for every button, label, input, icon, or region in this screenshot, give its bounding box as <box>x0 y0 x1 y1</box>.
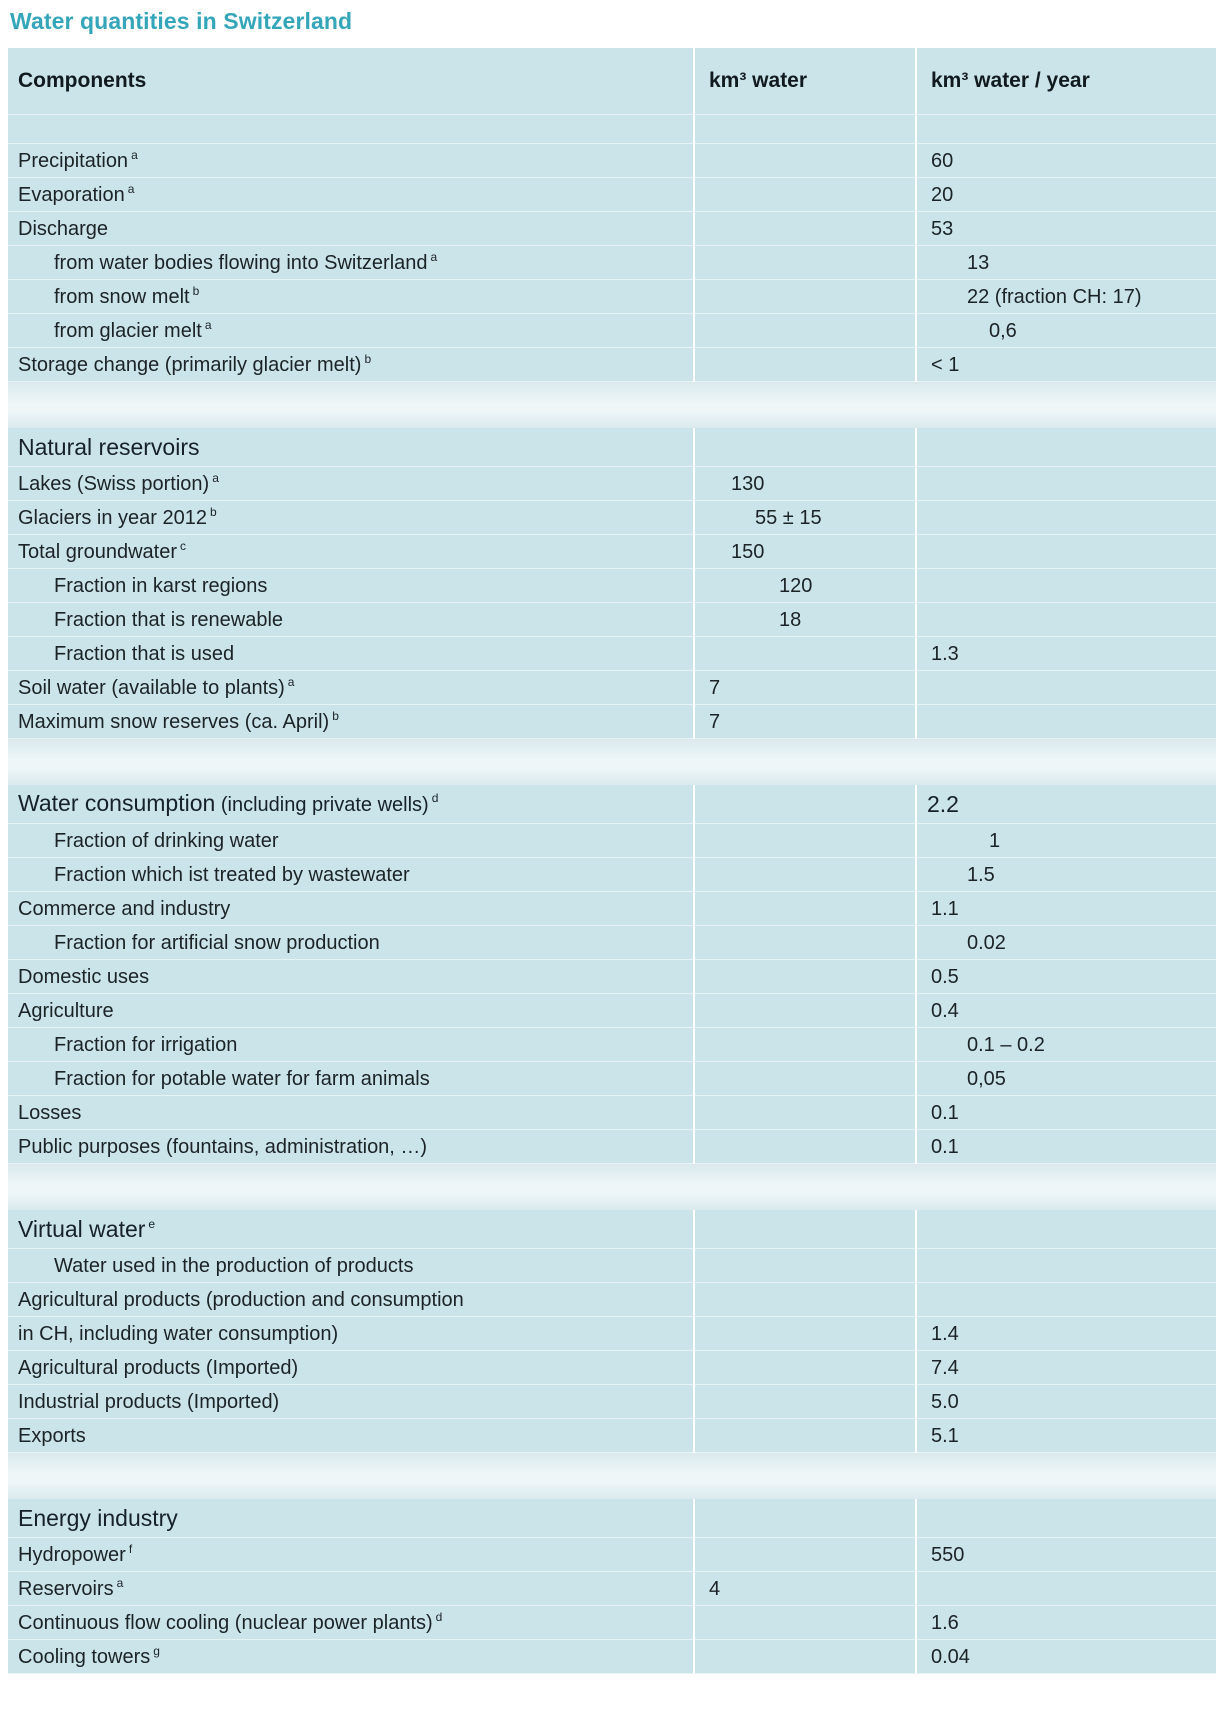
section-heading-label-text: Natural reservoirs <box>18 434 200 460</box>
section-heading-col2 <box>694 1499 916 1538</box>
section-heading-col3 <box>916 428 1216 467</box>
row-value-km3-water <box>694 1640 916 1674</box>
row-value-km3-water <box>694 603 916 637</box>
row-label-text: Maximum snow reserves (ca. April) $^b$ <box>18 708 339 733</box>
table-row <box>8 1249 1216 1283</box>
table-row <box>8 1419 1216 1453</box>
row-label <box>8 280 694 314</box>
section-heading-col3 <box>916 785 1216 824</box>
row-label <box>8 1351 694 1385</box>
row-label-text: Discharge <box>18 217 109 240</box>
row-label <box>8 858 694 892</box>
row-value-km3-water-year <box>916 1419 1216 1453</box>
footnote-marker: c <box>179 538 186 553</box>
row-value-km3-water-year-text: 1.5 <box>967 863 995 886</box>
row-label <box>8 671 694 705</box>
page-title: Water quantities in Switzerland <box>10 8 353 34</box>
row-value-km3-water-year <box>916 1062 1216 1096</box>
row-label <box>8 960 694 994</box>
row-value-km3-water <box>694 569 916 603</box>
row-label-text: Fraction for potable water for farm animals <box>54 1067 430 1090</box>
table-row <box>8 1283 1216 1317</box>
row-value-km3-water-text: 7 <box>709 710 721 733</box>
row-label <box>8 467 694 501</box>
footnote-marker: b <box>209 504 217 519</box>
row-label-text: Fraction of drinking water <box>54 829 279 852</box>
row-label-text: Agriculture <box>18 999 114 1022</box>
section-heading-label-text: Energy industry <box>18 1505 178 1531</box>
header-spacer-cell <box>694 115 916 144</box>
row-value-km3-water <box>694 1028 916 1062</box>
row-value-km3-water <box>694 144 916 178</box>
section-gap-band <box>8 739 1216 786</box>
row-label-text: Lakes (Swiss portion) $^a$ <box>18 470 219 495</box>
row-value-km3-water <box>694 1606 916 1640</box>
section-gap-band <box>8 1164 1216 1211</box>
table-row <box>8 1606 1216 1640</box>
row-value-km3-water <box>694 1351 916 1385</box>
footnote-marker: a <box>430 249 438 264</box>
row-label-text: Glaciers in year 2012 $^b$ <box>18 504 217 529</box>
footnote-marker: a <box>131 147 138 162</box>
table-row <box>8 1028 1216 1062</box>
section-gap-band <box>8 382 1216 429</box>
table-row <box>8 1640 1216 1674</box>
row-value-km3-water-year-text: 5.0 <box>931 1390 959 1413</box>
row-label <box>8 569 694 603</box>
footnote-marker: g <box>153 1643 160 1658</box>
row-value-km3-water-year <box>916 535 1216 569</box>
row-label <box>8 535 694 569</box>
row-value-km3-water-year-text: 20 <box>931 183 954 206</box>
section-heading-label <box>8 1499 694 1538</box>
row-value-km3-water-year <box>916 1385 1216 1419</box>
header-spacer-cell <box>8 115 694 144</box>
row-value-km3-water-year-text: 22 (fraction CH: 17) <box>967 285 1142 308</box>
row-value-km3-water-year <box>916 824 1216 858</box>
row-value-km3-water <box>694 824 916 858</box>
row-value-km3-water-year <box>916 1538 1216 1572</box>
row-value-km3-water-year <box>916 348 1216 382</box>
table-row <box>8 603 1216 637</box>
row-value-km3-water-year <box>916 603 1216 637</box>
row-value-km3-water-text: 7 <box>709 676 721 699</box>
row-label <box>8 212 694 246</box>
section-heading-row <box>8 428 1216 467</box>
row-value-km3-water <box>694 280 916 314</box>
row-value-km3-water <box>694 348 916 382</box>
row-label-text: Exports <box>18 1424 86 1447</box>
row-label-text: Soil water (available to plants) $^a$ <box>18 674 295 699</box>
row-label-text: Storage change (primarily glacier melt) $^b$ <box>18 351 372 376</box>
row-label <box>8 603 694 637</box>
row-value-km3-water-year <box>916 637 1216 671</box>
row-value-km3-water-year <box>916 1096 1216 1130</box>
row-value-km3-water <box>694 960 916 994</box>
row-value-km3-water-year <box>916 569 1216 603</box>
row-value-km3-water <box>694 1572 916 1606</box>
row-value-km3-water <box>694 994 916 1028</box>
section-heading-label <box>8 428 694 467</box>
row-label <box>8 1249 694 1283</box>
row-label <box>8 994 694 1028</box>
row-value-km3-water-year <box>916 1317 1216 1351</box>
row-label-text: Domestic uses <box>18 965 150 988</box>
table-header-row <box>8 48 1216 115</box>
row-label <box>8 1096 694 1130</box>
row-value-km3-water-year-text: 7.4 <box>931 1356 959 1379</box>
row-value-km3-water <box>694 535 916 569</box>
row-value-km3-water-year <box>916 1572 1216 1606</box>
table-row <box>8 637 1216 671</box>
table-row <box>8 926 1216 960</box>
row-label-text: from glacier melt $^a$ <box>54 317 212 342</box>
row-value-km3-water <box>694 858 916 892</box>
row-value-km3-water-text: 4 <box>709 1577 721 1600</box>
section-heading-label-text: Water consumption (including private wells) $^d$ <box>18 790 439 816</box>
section-heading-col2 <box>694 1210 916 1249</box>
table-row <box>8 314 1216 348</box>
section-heading-label <box>8 785 694 824</box>
row-value-km3-water-year <box>916 501 1216 535</box>
row-label <box>8 637 694 671</box>
table-row <box>8 246 1216 280</box>
table-row <box>8 960 1216 994</box>
row-label-text: Total groundwater $^c$ <box>18 538 186 563</box>
row-value-km3-water-year <box>916 671 1216 705</box>
row-value-km3-water-year <box>916 892 1216 926</box>
row-label-text: Public purposes (fountains, administration, …) <box>18 1135 428 1158</box>
footnote-marker: a <box>127 181 135 196</box>
row-label <box>8 1028 694 1062</box>
section-gap-row <box>8 739 1216 786</box>
row-label-text: Cooling towers $^g$ <box>18 1643 160 1668</box>
row-value-km3-water-year-text: 60 <box>931 149 954 172</box>
row-label <box>8 144 694 178</box>
section-heading-col2 <box>694 785 916 824</box>
row-label <box>8 1572 694 1606</box>
row-label <box>8 314 694 348</box>
table-row <box>8 280 1216 314</box>
row-value-km3-water-year <box>916 1606 1216 1640</box>
row-value-km3-water-year <box>916 1249 1216 1283</box>
section-heading-row <box>8 785 1216 824</box>
section-gap-row <box>8 382 1216 429</box>
column-header-km3-water-year: km³ water / year <box>916 48 1216 115</box>
row-label-text: from snow melt $^b$ <box>54 283 200 308</box>
row-value-km3-water-year-text: 53 <box>931 217 954 240</box>
section-heading-col3 <box>916 1210 1216 1249</box>
row-label-text: Fraction which ist treated by wastewater <box>54 863 410 886</box>
row-value-km3-water <box>694 671 916 705</box>
row-value-km3-water-year-text: 1.3 <box>931 642 959 665</box>
row-value-km3-water-year <box>916 1351 1216 1385</box>
row-value-km3-water-year <box>916 994 1216 1028</box>
row-value-km3-water-year-text: 13 <box>967 251 990 274</box>
row-label <box>8 1419 694 1453</box>
row-value-km3-water <box>694 467 916 501</box>
row-value-km3-water-text: 18 <box>779 608 802 631</box>
row-value-km3-water <box>694 705 916 739</box>
footnote-marker: f <box>128 1541 133 1556</box>
row-value-km3-water <box>694 1385 916 1419</box>
table-row <box>8 1096 1216 1130</box>
column-header-components: Components <box>8 48 694 115</box>
table-row <box>8 1130 1216 1164</box>
row-label-text: Industrial products (Imported) <box>18 1390 280 1413</box>
row-value-km3-water <box>694 501 916 535</box>
row-label <box>8 1385 694 1419</box>
row-value-km3-water <box>694 1419 916 1453</box>
row-value-km3-water-text: 130 <box>731 472 765 495</box>
table-row <box>8 994 1216 1028</box>
table-row <box>8 1062 1216 1096</box>
footnote-marker: a <box>212 470 219 485</box>
row-value-km3-water-year-text: 1 <box>989 829 1001 852</box>
row-value-km3-water-year-text: 1.4 <box>931 1322 959 1345</box>
row-label <box>8 1606 694 1640</box>
row-label-text: Losses <box>18 1101 82 1124</box>
row-value-km3-water-year <box>916 467 1216 501</box>
footnote-marker: b <box>332 708 339 723</box>
row-value-km3-water-year <box>916 705 1216 739</box>
table-row <box>8 1538 1216 1572</box>
footnote-marker: b <box>364 351 372 366</box>
table-row <box>8 348 1216 382</box>
row-label <box>8 1640 694 1674</box>
row-label <box>8 1317 694 1351</box>
row-value-km3-water-year-text: 0.1 <box>931 1101 959 1124</box>
row-value-km3-water <box>694 1317 916 1351</box>
section-heading-col3-text: 2.2 <box>927 791 959 817</box>
row-label <box>8 501 694 535</box>
row-value-km3-water-year <box>916 926 1216 960</box>
row-label-text: Fraction for irrigation <box>54 1033 238 1056</box>
header-spacer-cell <box>916 115 1216 144</box>
row-value-km3-water-text: 150 <box>731 540 765 563</box>
table-row <box>8 144 1216 178</box>
row-value-km3-water-year-text: 1.6 <box>931 1611 959 1634</box>
row-value-km3-water-text: 55 ± 15 <box>755 506 822 529</box>
section-heading-row <box>8 1499 1216 1538</box>
table-row <box>8 1317 1216 1351</box>
row-label-text: Fraction that is renewable <box>54 608 284 631</box>
row-label-text: Fraction that is used <box>54 642 235 665</box>
table-row <box>8 671 1216 705</box>
row-value-km3-water-year-text: 0,6 <box>989 319 1017 342</box>
table-row <box>8 1572 1216 1606</box>
row-value-km3-water-year <box>916 960 1216 994</box>
row-label-text: Precipitation $^a$ <box>18 147 138 172</box>
row-value-km3-water <box>694 637 916 671</box>
row-value-km3-water <box>694 246 916 280</box>
row-value-km3-water-year-text: 0.1 <box>931 1135 959 1158</box>
table-row <box>8 705 1216 739</box>
table-row <box>8 569 1216 603</box>
row-value-km3-water-year-text: 5.1 <box>931 1424 959 1447</box>
row-value-km3-water-year <box>916 280 1216 314</box>
row-label-text: Agricultural products (production and consumption <box>18 1288 464 1311</box>
row-label <box>8 246 694 280</box>
footnote-marker: a <box>287 674 295 689</box>
row-value-km3-water-year <box>916 178 1216 212</box>
row-label-text: Fraction in karst regions <box>54 574 268 597</box>
table-row <box>8 501 1216 535</box>
column-header-km3-water: km³ water <box>694 48 916 115</box>
row-label <box>8 892 694 926</box>
row-label-text: from water bodies flowing into Switzerland $^a$ <box>54 249 438 274</box>
section-heading-row <box>8 1210 1216 1249</box>
row-value-km3-water-year <box>916 1283 1216 1317</box>
section-gap-row <box>8 1453 1216 1500</box>
row-label-text: Water used in the production of products <box>54 1254 414 1277</box>
water-quantities-table <box>8 48 1216 1674</box>
row-value-km3-water <box>694 1096 916 1130</box>
row-label-text: Hydropower $^f$ <box>18 1541 133 1566</box>
row-label-text: Reservoirs $^a$ <box>18 1575 124 1600</box>
row-value-km3-water-year-text: < 1 <box>931 353 960 376</box>
row-value-km3-water-year <box>916 1640 1216 1674</box>
section-heading-col2 <box>694 428 916 467</box>
header-spacer-row <box>8 115 1216 144</box>
row-label <box>8 926 694 960</box>
table-row <box>8 467 1216 501</box>
row-value-km3-water-year-text: 0.5 <box>931 965 959 988</box>
section-gap-band <box>8 1453 1216 1500</box>
table-row <box>8 1385 1216 1419</box>
row-value-km3-water <box>694 1130 916 1164</box>
row-value-km3-water-year-text: 550 <box>931 1543 965 1566</box>
footnote-marker: d <box>435 1609 443 1624</box>
row-value-km3-water <box>694 178 916 212</box>
row-value-km3-water-year <box>916 246 1216 280</box>
row-label <box>8 1283 694 1317</box>
row-value-km3-water-text: 120 <box>779 574 813 597</box>
row-value-km3-water-year <box>916 1130 1216 1164</box>
row-value-km3-water-year <box>916 858 1216 892</box>
section-heading-label-text: Virtual water $^e$ <box>18 1216 156 1242</box>
footnote-marker: a <box>116 1575 124 1590</box>
footnote-marker: e <box>148 1217 156 1232</box>
row-label-text: Commerce and industry <box>18 897 231 920</box>
row-label-text: Evaporation $^a$ <box>18 181 135 206</box>
row-label-text: in CH, including water consumption) <box>18 1322 339 1345</box>
row-label-text: Agricultural products (Imported) <box>18 1356 299 1379</box>
table-row <box>8 892 1216 926</box>
row-value-km3-water-year-text: 0.02 <box>967 931 1006 954</box>
row-label <box>8 1130 694 1164</box>
row-value-km3-water <box>694 1062 916 1096</box>
row-value-km3-water <box>694 1538 916 1572</box>
table-row <box>8 212 1216 246</box>
row-value-km3-water-year <box>916 314 1216 348</box>
row-label <box>8 705 694 739</box>
table-body <box>8 115 1216 1674</box>
row-value-km3-water-year-text: 0.1 – 0.2 <box>967 1033 1045 1056</box>
footnote-marker: a <box>204 317 212 332</box>
row-value-km3-water <box>694 1283 916 1317</box>
section-heading-label <box>8 1210 694 1249</box>
row-label <box>8 1538 694 1572</box>
section-heading-col3 <box>916 1499 1216 1538</box>
row-value-km3-water <box>694 926 916 960</box>
table-row <box>8 1351 1216 1385</box>
row-label <box>8 824 694 858</box>
row-value-km3-water-year-text: 1.1 <box>931 897 959 920</box>
row-value-km3-water-year-text: 0,05 <box>967 1067 1006 1090</box>
row-label <box>8 178 694 212</box>
row-value-km3-water-year <box>916 1028 1216 1062</box>
footnote-marker: b <box>192 283 200 298</box>
table-row <box>8 535 1216 569</box>
row-value-km3-water-year <box>916 144 1216 178</box>
section-gap-row <box>8 1164 1216 1211</box>
row-label-text: Continuous flow cooling (nuclear power plants) $^d$ <box>18 1609 443 1634</box>
footnote-marker: d <box>431 791 439 806</box>
row-value-km3-water-year-text: 0.4 <box>931 999 959 1022</box>
table-row <box>8 858 1216 892</box>
row-value-km3-water-year-text: 0.04 <box>931 1645 970 1668</box>
table-row <box>8 178 1216 212</box>
table-row <box>8 824 1216 858</box>
row-label <box>8 1062 694 1096</box>
row-label <box>8 348 694 382</box>
row-value-km3-water <box>694 892 916 926</box>
row-label-text: Fraction for artificial snow production <box>54 931 380 954</box>
row-value-km3-water <box>694 314 916 348</box>
row-value-km3-water <box>694 212 916 246</box>
row-value-km3-water-year <box>916 212 1216 246</box>
row-value-km3-water <box>694 1249 916 1283</box>
